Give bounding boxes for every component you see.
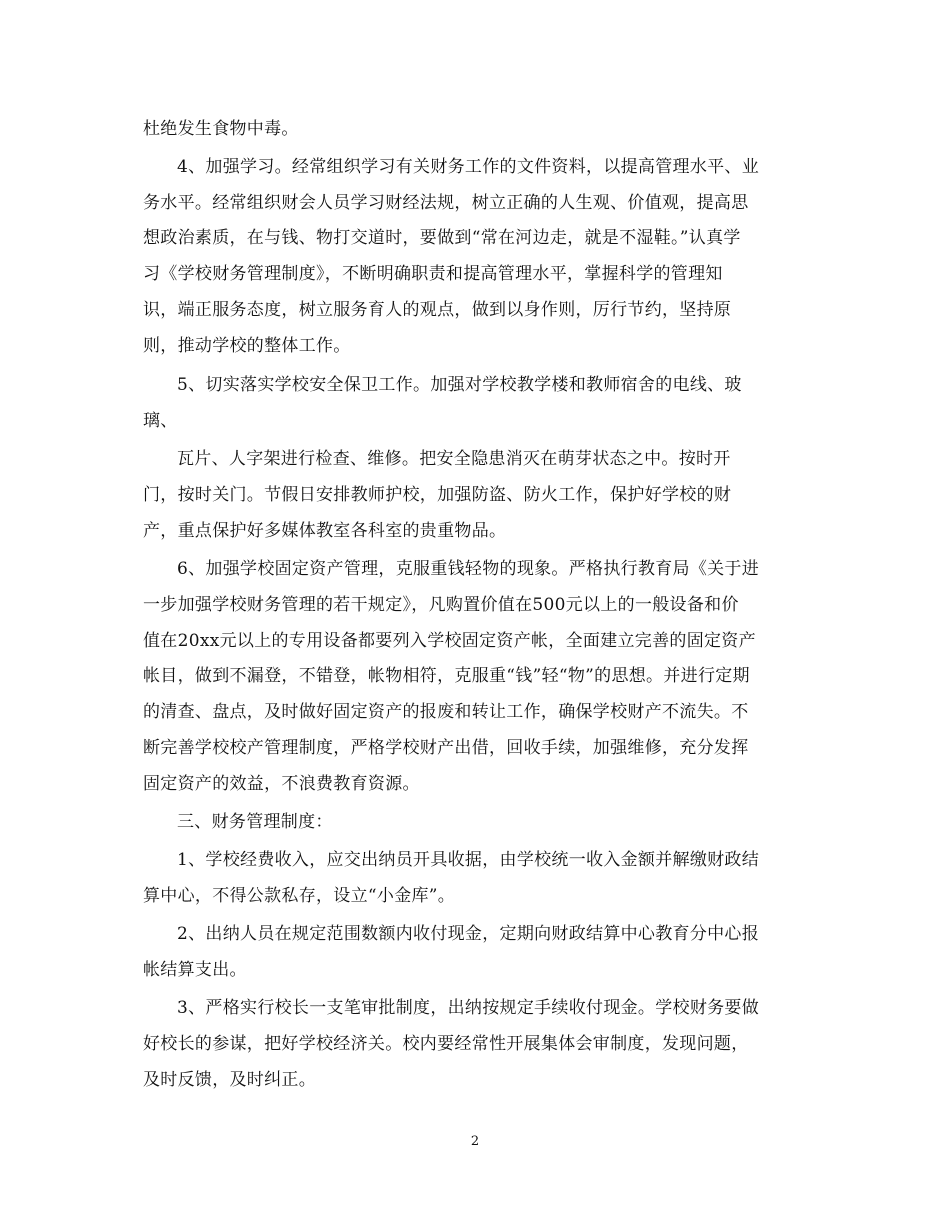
text-line: 断完善学校校产管理制度，严格学校财产出借，回收手续，加强维修，充分发挥 xyxy=(143,738,749,758)
text-line: 璃、 xyxy=(143,411,178,431)
text-line: 想政治素质，在与钱、物打交道时，要做到“常在河边走，就是不湿鞋。”认真学 xyxy=(143,228,741,248)
text-line: 习《学校财务管理制度》，不断明确职责和提高管理水平，掌握科学的管理知 xyxy=(143,264,723,284)
text-line: 帐结算支出。 xyxy=(143,960,247,980)
text-line: 1、学校经费收入，应交出纳员开具收据，由学校统一收入金额并解缴财政结 xyxy=(177,850,760,870)
text-line: 好校长的参谋，把好学校经济关。校内要经常性开展集体会审制度，发现问题， xyxy=(143,1034,749,1054)
text-line: 杜绝发生食物中毒。 xyxy=(143,119,299,139)
text-line: 的清查、盘点，及时做好固定资产的报废和转让工作，确保学校财产不流失。不 xyxy=(143,702,749,722)
text-line: 固定资产的效益，不浪费教育资源。 xyxy=(143,774,420,794)
text-line: 瓦片、人字架进行检查、维修。把安全隐患消灭在萌芽状态之中。按时开 xyxy=(177,449,731,469)
text-line: 3、严格实行校长一支笔审批制度，出纳按规定手续收付现金。学校财务要做 xyxy=(177,998,760,1018)
section-heading: 三、财务管理制度： xyxy=(177,812,333,832)
text-line: 6、加强学校固定资产管理，克服重钱轻物的现象。严格执行教育局《关于进 xyxy=(177,559,760,579)
text-line: 帐目，做到不漏登，不错登，帐物相符，克服重“钱”轻“物”的思想。并进行定期 xyxy=(143,666,750,686)
text-line: 产，重点保护好多媒体教室各科室的贵重物品。 xyxy=(143,521,507,541)
page-number: 2 xyxy=(470,1134,480,1149)
text-line: 2、出纳人员在规定范围数额内收付现金，定期向财政结算中心教育分中心报 xyxy=(177,924,760,944)
text-line: 门，按时关门。节假日安排教师护校，加强防盗、防火工作，保护好学校的财 xyxy=(143,485,732,505)
text-line: 务水平。经常组织财会人员学习财经法规，树立正确的人生观、价值观，提高思 xyxy=(143,193,749,213)
text-line: 一步加强学校财务管理的若干规定》，凡购置价值在500元以上的一般设备和价 xyxy=(143,595,739,615)
text-line: 及时反馈，及时纠正。 xyxy=(143,1070,316,1090)
text-line: 则，推动学校的整体工作。 xyxy=(143,336,351,356)
text-line: 值在20xx元以上的专用设备都要列入学校固定资产帐，全面建立完善的固定资产 xyxy=(143,631,756,651)
text-line: 识，端正服务态度，树立服务育人的观点，做到以身作则，厉行节约，坚持原 xyxy=(143,300,732,320)
text-line: 4、加强学习。经常组织学习有关财务工作的文件资料，以提高管理水平、业 xyxy=(177,157,760,177)
text-line: 5、切实落实学校安全保卫工作。加强对学校教学楼和教师宿舍的电线、玻 xyxy=(177,375,742,395)
text-line: 算中心，不得公款私存，设立“小金库”。 xyxy=(143,886,456,906)
